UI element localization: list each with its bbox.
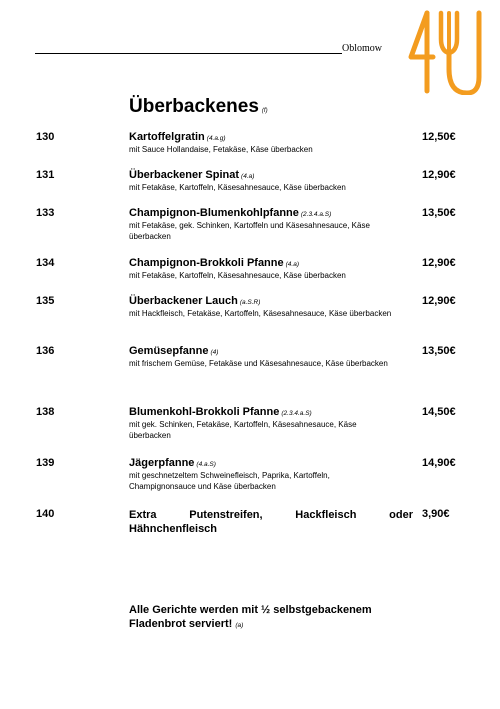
item-number: 134 [36,257,55,269]
item-name-text: Champignon-Brokkoli Pfanne [129,257,284,269]
cutlery-logo-icon [407,9,483,95]
item-price: 12,50€ [422,131,456,143]
item-name [129,295,260,307]
item-price: 14,50€ [422,406,456,418]
footer-note-text: Alle Gerichte werden mit ½ selbstgebackenem Fladenbrot serviert! [129,604,372,630]
footer-note [129,603,419,633]
item-price: 12,90€ [422,169,456,181]
item-allergen: (4) [210,349,219,356]
item-price: 12,90€ [422,257,456,269]
item-price: 3,90€ [422,508,450,520]
item-name-text: Gemüsepfanne [129,345,209,357]
item-name-text: Kartoffelgratin [129,131,205,143]
header-rule [35,53,342,54]
item-name-text: Jägerpfanne [129,457,195,469]
item-description: mit Fetakäse, Kartoffeln, Käsesahnesauce, Käse überbacken [129,183,346,192]
item-name-text: Überbackener Spinat [129,169,240,181]
restaurant-name: Oblomow [342,43,382,54]
item-name [129,257,299,269]
item-price: 12,90€ [422,295,456,307]
section-title-text: Überbackenes [129,96,259,117]
item-allergen: (4.a) [285,261,299,268]
item-description: mit Fetakäse, Kartoffeln, Käsesahnesauce, Käse überbacken [129,271,346,280]
item-description: mit Sauce Hollandaise, Fetakäse, Käse überbacken [129,145,313,154]
item-price: 13,50€ [422,345,456,357]
item-name [129,406,312,418]
item-allergen: (4.a.S) [196,461,216,468]
item-name [129,207,331,219]
item-name [129,131,226,143]
item-description: mit geschnetzeltem Schweinefleisch, Paprika, Kartoffeln, Champignonsauce und Käse überbacken [129,471,330,491]
item-description: mit Hackfleisch, Fetakäse, Kartoffeln, Käsesahnesauce, Käse überbacken [129,309,392,318]
item-allergen: (4.a) [241,173,255,180]
item-allergen: (2.3.4.a.S) [281,410,312,417]
footer-allergen: (a) [235,622,244,629]
item-number: 136 [36,345,55,357]
item-name-text: Champignon-Blumenkohlpfanne [129,207,299,219]
item-price: 13,50€ [422,207,456,219]
item-name [129,169,254,181]
item-name [129,345,218,357]
item-allergen: (4.a.g) [206,135,226,142]
extra-item-name: Extra Putenstreifen, Hackfleisch oder Hähnchenfleisch [129,509,413,535]
item-name-text: Überbackener Lauch [129,295,238,307]
item-price: 14,90€ [422,457,456,469]
item-number: 140 [36,508,55,520]
item-name-text: Blumenkohl-Brokkoli Pfanne [129,406,280,418]
item-allergen: (a.S.R) [239,299,261,306]
item-number: 139 [36,457,55,469]
item-number: 130 [36,131,55,143]
item-number: 135 [36,295,55,307]
item-name [129,457,216,469]
section-allergen: (f) [261,108,268,114]
item-number: 131 [36,169,55,181]
item-number: 138 [36,406,55,418]
section-title [129,96,268,118]
item-description: mit Fetakäse, gek. Schinken, Kartoffeln und Käsesahnesauce, Käse überbacken [129,221,370,241]
item-description: mit gek. Schinken, Fetakäse, Kartoffeln, Käsesahnesauce, Käse überbacken [129,420,357,440]
item-allergen: (2.3.4.a.S) [300,211,332,218]
item-number: 133 [36,207,55,219]
item-description: mit frischem Gemüse, Fetakäse und Käsesahnesauce, Käse überbacken [129,359,388,368]
